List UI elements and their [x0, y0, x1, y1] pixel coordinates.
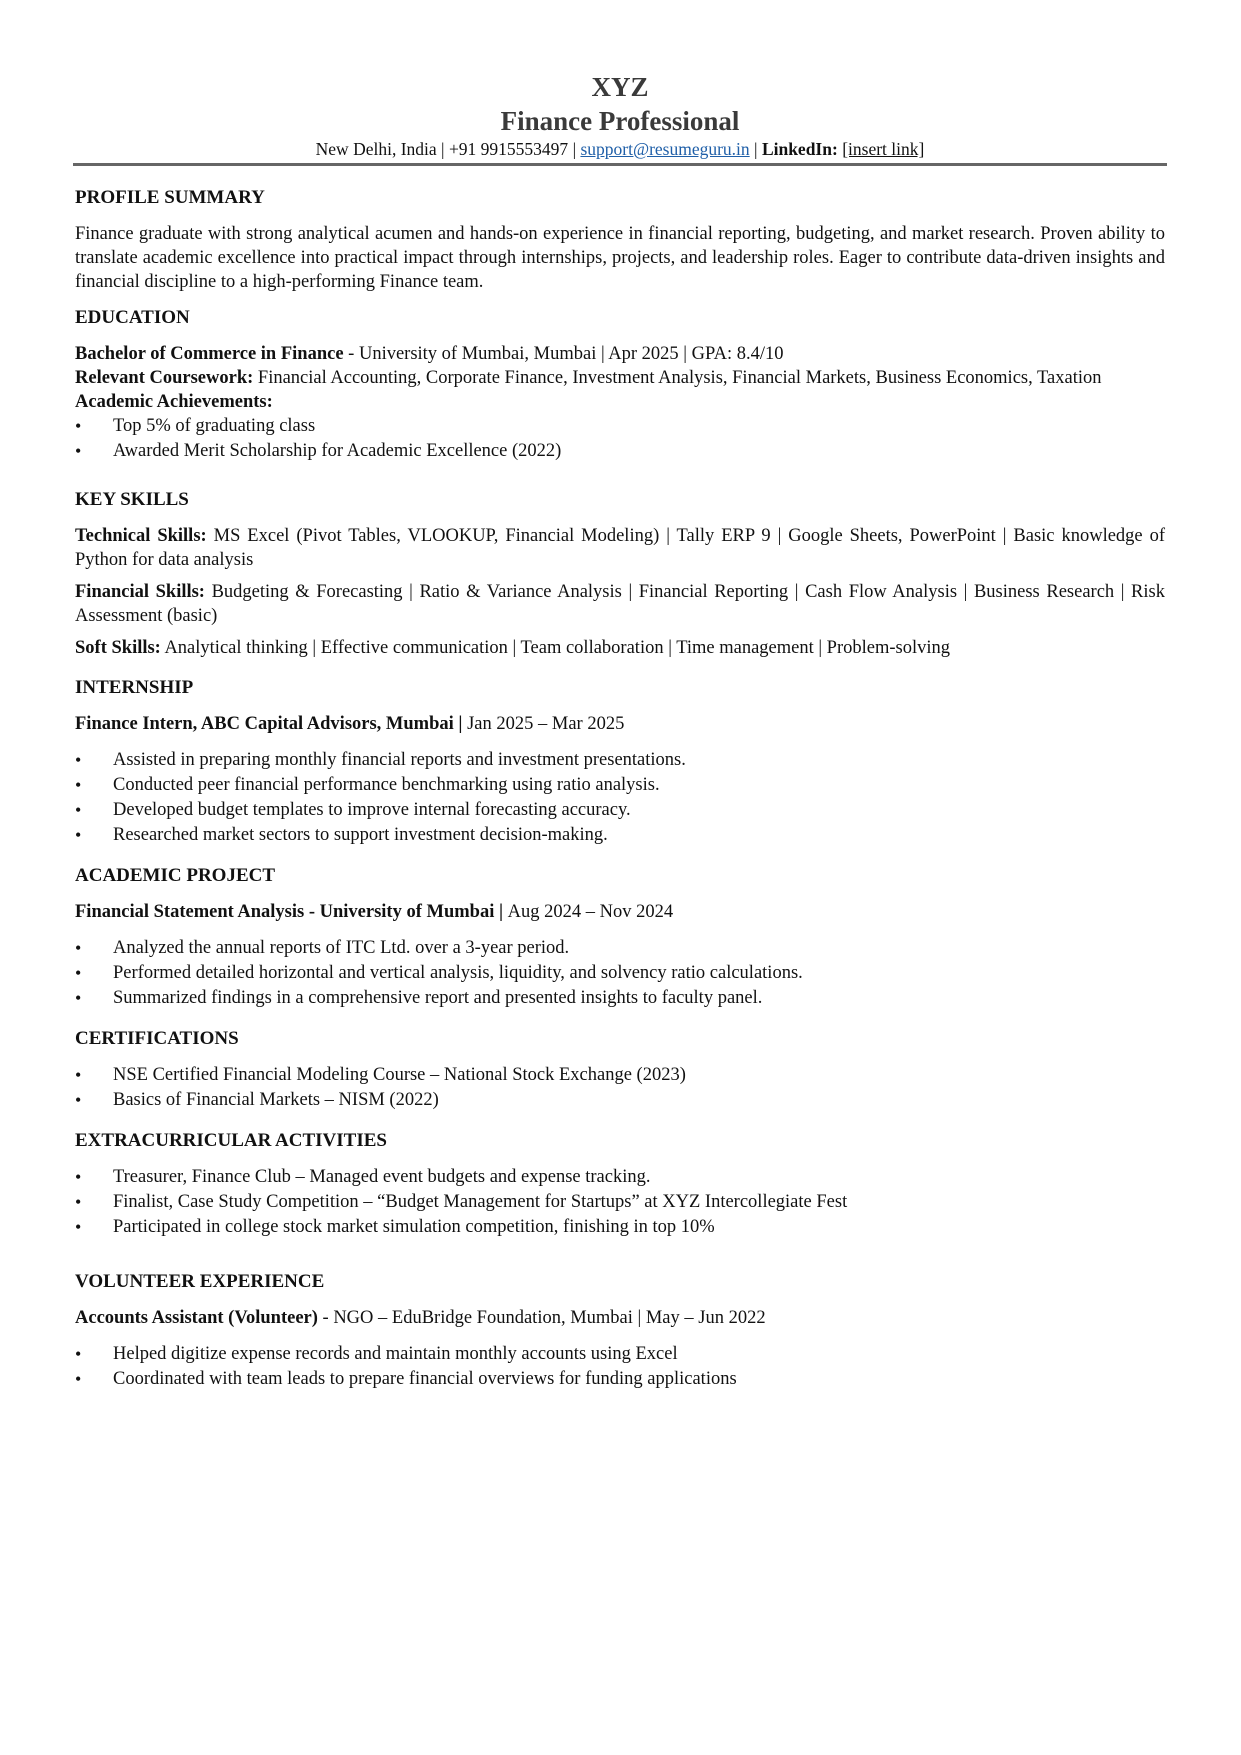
internship-role: Finance Intern, ABC Capital Advisors, Mumbai — [75, 714, 454, 734]
achievements-label: Academic Achievements: — [75, 392, 273, 412]
volunteer-details: - NGO – EduBridge Foundation, Mumbai | May – Jun 2022 — [317, 1308, 766, 1328]
separator: | — [436, 139, 449, 159]
section-heading-internship: INTERNSHIP — [75, 677, 194, 698]
section-heading-volunteer: VOLUNTEER EXPERIENCE — [75, 1271, 325, 1292]
section-heading-project: ACADEMIC PROJECT — [75, 865, 276, 886]
list-item: • Top 5% of graduating class — [75, 414, 1165, 439]
phone: +91 9915553497 — [448, 139, 569, 159]
achievements-list — [75, 414, 1165, 464]
section-heading-extracurricular: EXTRACURRICULAR ACTIVITIES — [75, 1130, 387, 1151]
section-heading-profile: PROFILE SUMMARY — [75, 187, 265, 208]
degree-details: - University of Mumbai, Mumbai | Apr 2025 | GPA: 8.4/10 — [343, 344, 784, 364]
resume-page — [75, 70, 1165, 1392]
list-item: • Coordinated with team leads to prepare financial overviews for funding applications — [75, 1367, 1165, 1392]
separator: | — [568, 139, 581, 159]
project-title: Financial Statement Analysis - University of Mumbai — [75, 902, 495, 922]
list-item: • Performed detailed horizontal and vertical analysis, liquidity, and solvency ratio calculations. — [75, 961, 1165, 986]
list-item: • Analyzed the annual reports of ITC Ltd. over a 3-year period. — [75, 936, 1165, 961]
email-link[interactable]: support@resumeguru.in — [580, 139, 750, 159]
internship-dates: Jan 2025 – Mar 2025 — [467, 714, 625, 734]
profile-summary-text: Finance graduate with strong analytical acumen and hands-on experience in financial reporting, budgeting, and market research. Proven ability to translate academic excellence into practical impact through internships, projects, and leadership roles. Eager to contribute data-driven insights and financial discipline to a high-performing Finance team. — [75, 224, 1165, 292]
list-item: • Conducted peer financial performance benchmarking using ratio analysis. — [75, 773, 1165, 798]
soft-skills: Soft Skills: Analytical thinking | Effective communication | Team collaboration | Time management | Problem-solving — [75, 638, 951, 658]
header-divider — [73, 163, 1167, 166]
project-dates: Aug 2024 – Nov 2024 — [507, 902, 674, 922]
coursework-text: Financial Accounting, Corporate Finance, Investment Analysis, Financial Markets, Business Economics, Taxation — [253, 368, 1102, 388]
degree-line — [75, 342, 1165, 366]
list-item: • Helped digitize expense records and maintain monthly accounts using Excel — [75, 1342, 1165, 1367]
list-item: • Treasurer, Finance Club – Managed event budgets and expense tracking. — [75, 1165, 1165, 1190]
degree-name: Bachelor of Commerce in Finance — [75, 344, 344, 364]
linkedin-link[interactable]: [insert link] — [842, 139, 925, 159]
coursework-line — [75, 366, 1165, 390]
list-item: • Assisted in preparing monthly financial reports and investment presentations. — [75, 748, 1165, 773]
linkedin-label: LinkedIn: — [761, 139, 838, 159]
location: New Delhi, India — [315, 139, 437, 159]
list-item: • Participated in college stock market simulation competition, finishing in top 10% — [75, 1215, 1165, 1240]
volunteer-bullets — [75, 1342, 1165, 1392]
section-heading-certifications: CERTIFICATIONS — [75, 1028, 239, 1049]
list-item: • Researched market sectors to support investment decision-making. — [75, 823, 1165, 848]
list-item: • Summarized findings in a comprehensive report and presented insights to faculty panel. — [75, 986, 1165, 1011]
list-item: • Basics of Financial Markets – NISM (2022) — [75, 1088, 1165, 1113]
internship-title-line: Finance Intern, ABC Capital Advisors, Mumbai | Jan 2025 – Mar 2025 — [75, 714, 625, 734]
project-bullets — [75, 936, 1165, 1011]
certifications-list — [75, 1063, 1165, 1113]
soft-skills-label: Soft Skills: — [75, 638, 161, 658]
list-item: • Developed budget templates to improve internal forecasting accuracy. — [75, 798, 1165, 823]
financial-skills: Financial Skills: Budgeting & Forecasting | Ratio & Variance Analysis | Financial Reporting | Cash Flow Analysis | Business Research | Risk Assessment (basic) — [75, 582, 1165, 626]
section-heading-skills: KEY SKILLS — [75, 489, 189, 510]
volunteer-title-line — [75, 1306, 1165, 1330]
candidate-title: Finance Professional — [500, 106, 740, 136]
list-item: • Awarded Merit Scholarship for Academic Excellence (2022) — [75, 439, 1165, 464]
candidate-name: XYZ — [591, 72, 649, 102]
project-title-line: Financial Statement Analysis - University of Mumbai | Aug 2024 – Nov 2024 — [75, 902, 674, 922]
list-item: • Finalist, Case Study Competition – “Budget Management for Startups” at XYZ Intercollegiate Fest — [75, 1190, 1165, 1215]
financial-skills-label: Financial Skills: — [75, 582, 205, 602]
extracurricular-list — [75, 1165, 1165, 1240]
list-item: • NSE Certified Financial Modeling Course – National Stock Exchange (2023) — [75, 1063, 1165, 1088]
section-heading-education: EDUCATION — [75, 307, 190, 328]
technical-skills-label: Technical Skills: — [75, 526, 207, 546]
technical-skills: Technical Skills: MS Excel (Pivot Tables, VLOOKUP, Financial Modeling) | Tally ERP 9 | Google Sheets, PowerPoint | Basic knowledge of Python for data analysis — [75, 526, 1165, 570]
volunteer-role: Accounts Assistant (Volunteer) — [75, 1308, 318, 1328]
coursework-label: Relevant Coursework: — [75, 368, 254, 388]
contact-line — [75, 138, 1165, 160]
internship-bullets — [75, 748, 1165, 848]
separator: | — [749, 139, 762, 159]
